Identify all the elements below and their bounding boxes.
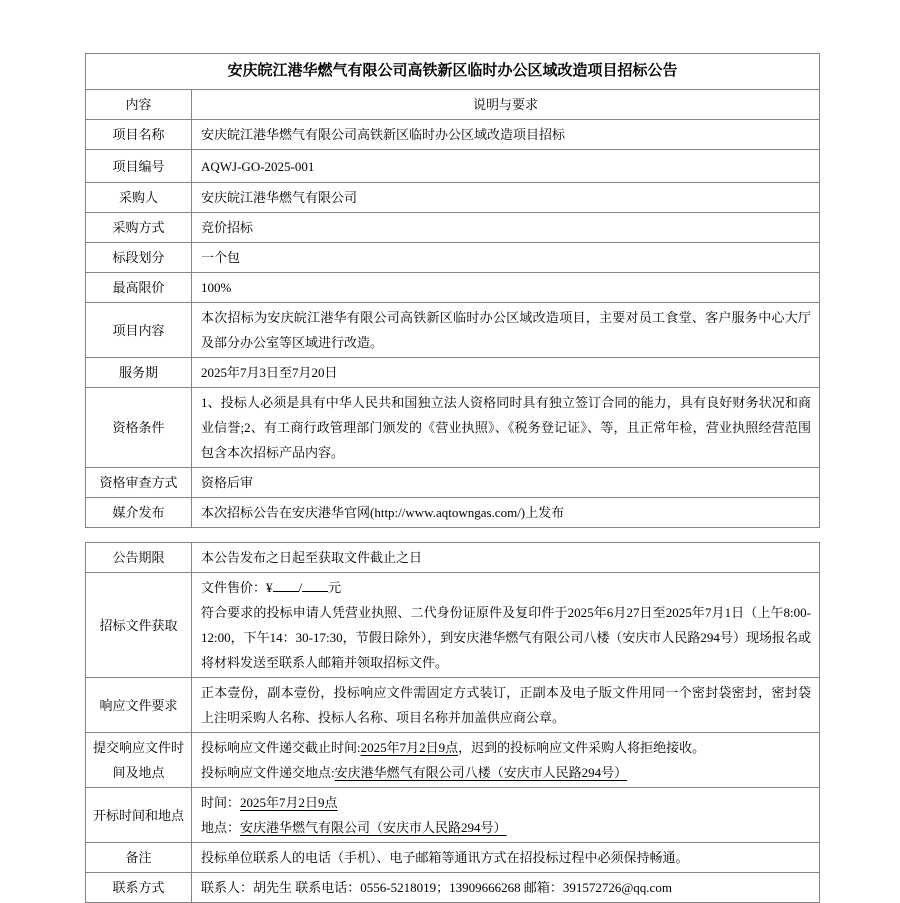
opening-time-prefix: 时间： bbox=[201, 795, 241, 810]
submission-place-line bbox=[201, 760, 811, 785]
row-bid-document-acquisition bbox=[86, 573, 820, 678]
row-announcement-period bbox=[86, 543, 820, 573]
bid-opening-value bbox=[192, 788, 820, 843]
contact-label: 联系方式 bbox=[86, 873, 192, 903]
bid-announcement-document bbox=[85, 53, 819, 903]
title-row bbox=[86, 54, 820, 90]
opening-place-line bbox=[201, 815, 811, 840]
header-row bbox=[86, 90, 820, 120]
submission-place-address: 安庆港华燃气有限公司八楼（安庆市人民路294号） bbox=[334, 765, 628, 780]
price-suffix: 元 bbox=[328, 580, 342, 595]
submission-deadline-datetime: 2025年7月2日9点 bbox=[360, 740, 459, 755]
remarks-label: 备注 bbox=[86, 843, 192, 873]
row-contact bbox=[86, 873, 820, 903]
opening-time-datetime: 2025年7月2日9点 bbox=[240, 795, 338, 810]
page-title: 安庆皖江港华燃气有限公司高铁新区临时办公区域改造项目招标公告 bbox=[86, 54, 820, 90]
price-blank-field bbox=[273, 578, 299, 592]
submission-deadline-suffix: ，迟到的投标响应文件采购人将拒绝接收。 bbox=[458, 740, 706, 755]
response-requirements-value: 正本壹份，副本壹份，投标响应文件需固定方式装订，正副本及电子版文件用同一个密封袋密封，密封袋上注明采购人名称、投标人名称、项目名称并加盖供应商公章。 bbox=[192, 678, 820, 733]
purchaser-label: 采购人 bbox=[86, 183, 192, 213]
qualification-label: 资格条件 bbox=[86, 388, 192, 468]
review-method-label: 资格审查方式 bbox=[86, 468, 192, 498]
document-price-line bbox=[201, 575, 811, 600]
procurement-method-value: 竞价招标 bbox=[192, 213, 820, 243]
qualification-value: 1、投标人必须是具有中华人民共和国独立法人资格同时具有独立签订合同的能力，具有良好财务状况和商业信誉;2、有工商行政管理部门颁发的《营业执照》、《税务登记证》、等，且正常年检，营业执照经营范围包含本次招标产品内容。 bbox=[192, 388, 820, 468]
row-project-number bbox=[86, 150, 820, 183]
row-project-name bbox=[86, 120, 820, 150]
submission-deadline-prefix: 投标响应文件递交截止时间: bbox=[201, 740, 361, 755]
row-lot-division bbox=[86, 243, 820, 273]
contact-value: 联系人：胡先生 联系电话：0556-5218019；13909666268 邮箱：391572726@qq.com bbox=[192, 873, 820, 903]
media-release-label: 媒介发布 bbox=[86, 498, 192, 528]
bid-document-acquisition-value bbox=[192, 573, 820, 678]
review-method-value: 资格后审 bbox=[192, 468, 820, 498]
opening-place-address: 安庆港华燃气有限公司（安庆市人民路294号） bbox=[240, 820, 507, 835]
max-price-value: 100% bbox=[192, 273, 820, 303]
row-procurement-method bbox=[86, 213, 820, 243]
row-remarks bbox=[86, 843, 820, 873]
row-media-release bbox=[86, 498, 820, 528]
row-qualification bbox=[86, 388, 820, 468]
announcement-period-label: 公告期限 bbox=[86, 543, 192, 573]
announcement-table-main bbox=[85, 53, 820, 528]
acquisition-instructions: 符合要求的投标申请人凭营业执照、二代身份证原件及复印件于2025年6月27日至2025年7月1日（上午8:00-12:00，下午14：30-17:30，节假日除外），到安庆港华燃气有限公司八楼（安庆市人民路294号）现场报名或将材料发送至联系人邮箱并领取招标文件。 bbox=[201, 605, 811, 670]
submission-time-place-value bbox=[192, 733, 820, 788]
row-submission-time-place bbox=[86, 733, 820, 788]
row-purchaser bbox=[86, 183, 820, 213]
project-name-label: 项目名称 bbox=[86, 120, 192, 150]
header-content-label: 内容 bbox=[86, 90, 192, 120]
service-period-label: 服务期 bbox=[86, 358, 192, 388]
submission-time-place-label: 提交响应文件时间及地点 bbox=[86, 733, 192, 788]
lot-division-value: 一个包 bbox=[192, 243, 820, 273]
response-requirements-label: 响应文件要求 bbox=[86, 678, 192, 733]
procurement-method-label: 采购方式 bbox=[86, 213, 192, 243]
announcement-period-value: 本公告发布之日起至获取文件截止之日 bbox=[192, 543, 820, 573]
max-price-label: 最高限价 bbox=[86, 273, 192, 303]
price-blank-field bbox=[302, 578, 328, 592]
lot-division-label: 标段划分 bbox=[86, 243, 192, 273]
remarks-value: 投标单位联系人的电话（手机）、电子邮箱等通讯方式在招投标过程中必须保持畅通。 bbox=[192, 843, 820, 873]
opening-place-prefix: 地点： bbox=[201, 820, 241, 835]
project-name-value: 安庆皖江港华燃气有限公司高铁新区临时办公区域改造项目招标 bbox=[192, 120, 820, 150]
row-bid-opening-time-place bbox=[86, 788, 820, 843]
bid-document-acquisition-label: 招标文件获取 bbox=[86, 573, 192, 678]
row-max-price bbox=[86, 273, 820, 303]
media-release-value: 本次招标公告在安庆港华官网(http://www.aqtowngas.com/)上发布 bbox=[192, 498, 820, 528]
price-slash: / bbox=[298, 580, 303, 595]
price-prefix: 文件售价：¥ bbox=[201, 580, 273, 595]
project-content-value: 本次招标为安庆皖江港华有限公司高铁新区临时办公区域改造项目，主要对员工食堂、客户服务中心大厅及部分办公室等区域进行改造。 bbox=[192, 303, 820, 358]
announcement-table-secondary bbox=[85, 542, 820, 903]
project-content-label: 项目内容 bbox=[86, 303, 192, 358]
bid-opening-label: 开标时间和地点 bbox=[86, 788, 192, 843]
submission-place-prefix: 投标响应文件递交地点: bbox=[201, 765, 335, 780]
row-response-requirements bbox=[86, 678, 820, 733]
row-review-method bbox=[86, 468, 820, 498]
service-period-value: 2025年7月3日至7月20日 bbox=[192, 358, 820, 388]
header-requirements-label: 说明与要求 bbox=[192, 90, 820, 120]
purchaser-value: 安庆皖江港华燃气有限公司 bbox=[192, 183, 820, 213]
submission-deadline-line bbox=[201, 735, 811, 760]
row-service-period bbox=[86, 358, 820, 388]
opening-time-line bbox=[201, 790, 811, 815]
project-number-label: 项目编号 bbox=[86, 150, 192, 183]
project-number-value: AQWJ-GO-2025-001 bbox=[192, 150, 820, 183]
row-project-content bbox=[86, 303, 820, 358]
